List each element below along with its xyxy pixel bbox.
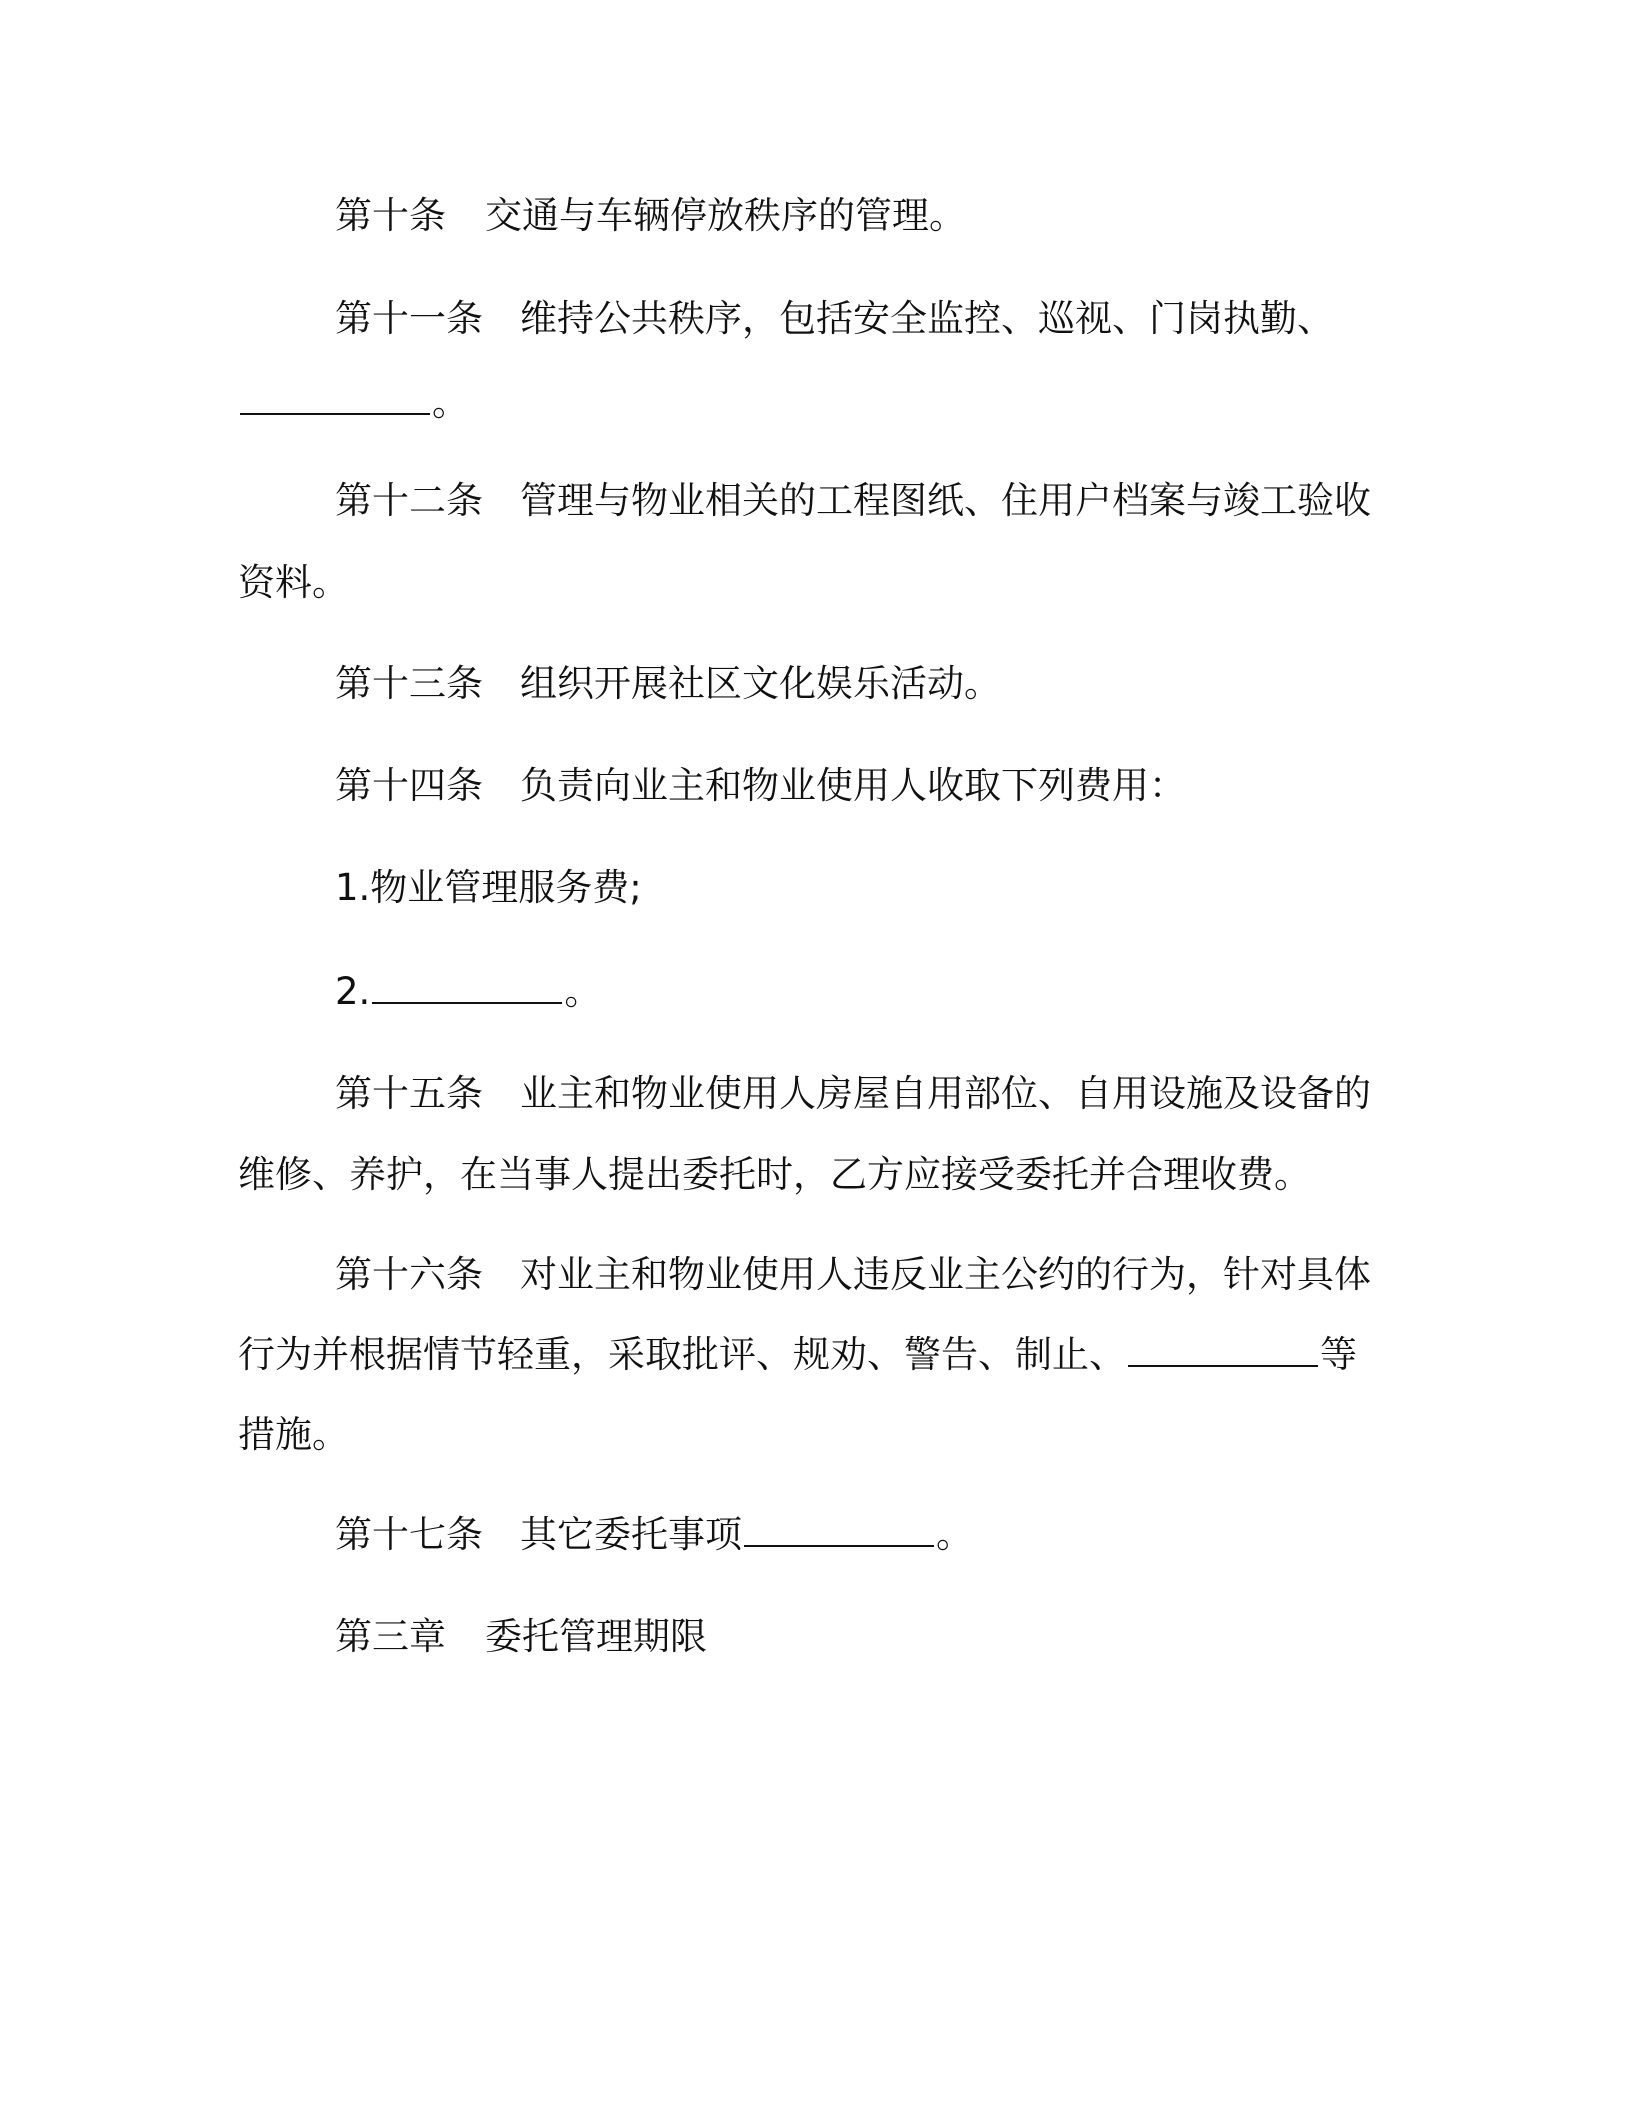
article-text: 其它委托事项 <box>520 1513 742 1556</box>
article-number: 第十四条 <box>335 764 483 807</box>
article-tail: 。 <box>432 381 469 424</box>
article-13 <box>335 662 1485 705</box>
fill-in-blank <box>372 972 562 1004</box>
article-text: 行为并根据情节轻重，采取批评、规劝、警告、制止、 <box>238 1333 1126 1376</box>
article-text: 资料。 <box>238 561 349 604</box>
article-text: 负责向业主和物业使用人收取下列费用： <box>520 764 1186 807</box>
list-item-1 <box>335 866 1485 909</box>
article-number: 第十三条 <box>335 662 483 705</box>
article-number: 第十七条 <box>335 1513 483 1556</box>
article-14 <box>335 764 1485 807</box>
article-15-continued <box>238 1153 1388 1196</box>
article-text: 对业主和物业使用人违反业主公约的行为，针对具体 <box>520 1253 1371 1296</box>
chapter-title: 委托管理期限 <box>485 1615 707 1658</box>
list-item-prefix: 2. <box>335 970 371 1013</box>
article-10 <box>335 194 1485 237</box>
article-text: 组织开展社区文化娱乐活动。 <box>520 662 1001 705</box>
fill-in-blank <box>744 1515 934 1547</box>
article-number: 第十五条 <box>335 1072 483 1115</box>
article-text: 措施。 <box>238 1413 349 1456</box>
article-11 <box>335 297 1485 340</box>
article-11-continued <box>238 381 1388 424</box>
article-text: 业主和物业使用人房屋自用部位、自用设施及设备的 <box>520 1072 1371 1115</box>
article-12 <box>335 479 1485 522</box>
article-text: 管理与物业相关的工程图纸、住用户档案与竣工验收 <box>520 479 1371 522</box>
article-12-continued <box>238 561 1388 604</box>
article-text: 维持公共秩序，包括安全监控、巡视、门岗执勤、 <box>520 297 1334 340</box>
article-17 <box>335 1513 1485 1556</box>
article-text: 交通与车辆停放秩序的管理。 <box>485 194 966 237</box>
list-item-2 <box>335 970 1485 1013</box>
article-16-continued-2 <box>238 1413 1388 1456</box>
article-16-continued <box>238 1333 1388 1376</box>
article-16 <box>335 1253 1485 1296</box>
list-item-text: 1.物业管理服务费; <box>335 866 642 909</box>
chapter-number: 第三章 <box>335 1615 446 1658</box>
chapter-3-heading <box>335 1615 1485 1658</box>
article-number: 第十一条 <box>335 297 483 340</box>
article-15 <box>335 1072 1485 1115</box>
list-item-tail: 。 <box>564 970 602 1013</box>
article-number: 第十条 <box>335 194 446 237</box>
article-number: 第十六条 <box>335 1253 483 1296</box>
article-tail: 。 <box>936 1513 973 1556</box>
fill-in-blank <box>1128 1335 1318 1367</box>
article-text: 维修、养护，在当事人提出委托时，乙方应接受委托并合理收费。 <box>238 1153 1311 1196</box>
article-number: 第十二条 <box>335 479 483 522</box>
article-text-tail: 等 <box>1320 1333 1357 1376</box>
fill-in-blank <box>240 383 430 415</box>
